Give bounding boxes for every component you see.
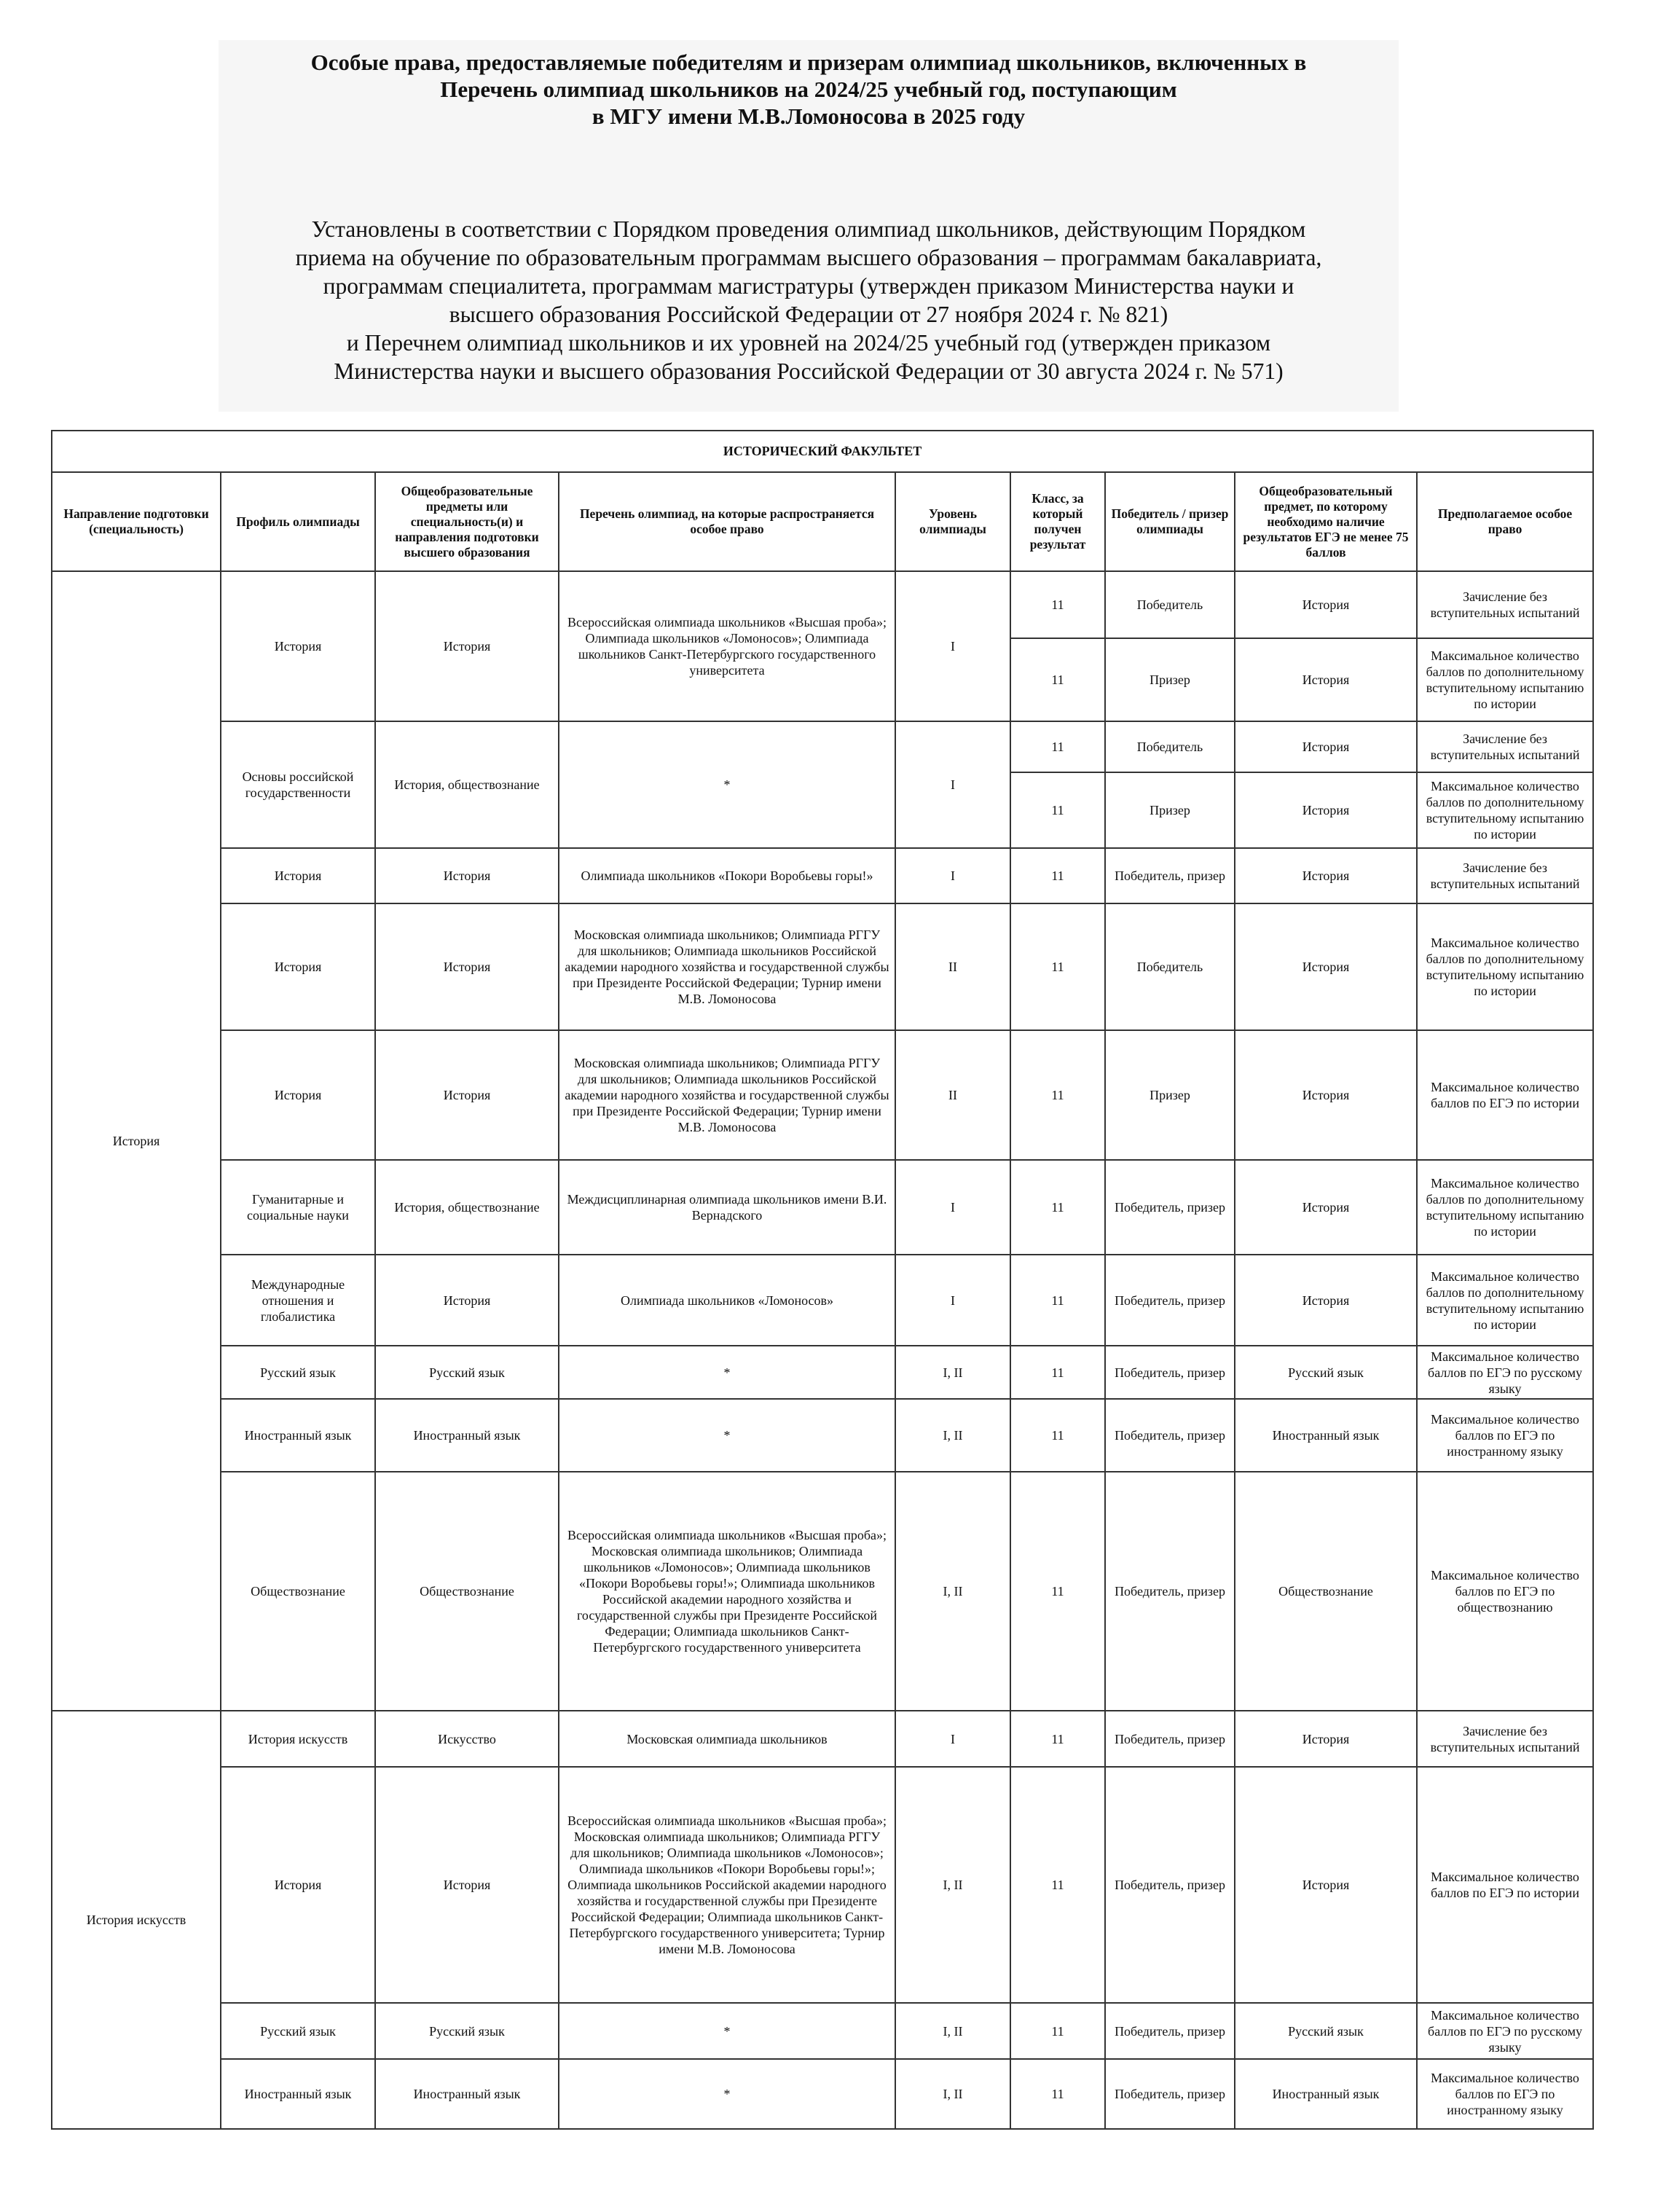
grade-cell: 11 <box>1010 1255 1105 1346</box>
status-cell: Победитель, призер <box>1105 1255 1235 1346</box>
special-right-cell: Максимальное количество баллов по дополнительному вступительному испытанию по истории <box>1417 1255 1593 1346</box>
subjects-cell: История <box>375 1255 559 1346</box>
special-right-cell: Зачисление без вступительных испытаний <box>1417 571 1593 638</box>
olympiads-cell: Московская олимпиада школьников; Олимпиада РГГУ для школьников; Олимпиада школьников Российской академии народного хозяйства и государственной службы при Президенте Российской Федерации; Турнир имени М.В. Ломоносова <box>559 1030 895 1160</box>
special-right-cell: Максимальное количество баллов по ЕГЭ по русскому языку <box>1417 2003 1593 2059</box>
status-cell: Победитель, призер <box>1105 1711 1235 1767</box>
level-cell: I <box>895 571 1010 721</box>
profile-cell: Основы российской государственности <box>221 721 375 848</box>
grade-cell: 11 <box>1010 903 1105 1030</box>
grade-cell: 11 <box>1010 1346 1105 1399</box>
subjects-cell: Искусство <box>375 1711 559 1767</box>
status-cell: Победитель <box>1105 721 1235 772</box>
column-header: Класс, за который получен результат <box>1010 472 1105 571</box>
ege-subject-cell: История <box>1235 772 1417 848</box>
status-cell: Победитель, призер <box>1105 1472 1235 1711</box>
level-cell: I <box>895 1711 1010 1767</box>
special-rights-table <box>51 430 1594 2130</box>
grade-cell: 11 <box>1010 772 1105 848</box>
ege-subject-cell: История <box>1235 1711 1417 1767</box>
ege-subject-cell: История <box>1235 1255 1417 1346</box>
table-row <box>52 571 1593 638</box>
olympiads-cell: Олимпиада школьников «Ломоносов» <box>559 1255 895 1346</box>
column-header: Победитель / призер олимпиады <box>1105 472 1235 571</box>
ege-subject-cell: Иностранный язык <box>1235 1399 1417 1472</box>
level-cell: I <box>895 848 1010 903</box>
subjects-cell: Русский язык <box>375 2003 559 2059</box>
olympiads-cell: Междисциплинарная олимпиада школьников имени В.И. Вернадского <box>559 1160 895 1255</box>
grade-cell: 11 <box>1010 1160 1105 1255</box>
level-cell: I, II <box>895 2059 1010 2129</box>
level-cell: II <box>895 1030 1010 1160</box>
table-row <box>52 1030 1593 1160</box>
subjects-cell: История <box>375 1767 559 2003</box>
status-cell: Победитель, призер <box>1105 1346 1235 1399</box>
olympiads-cell: Московская олимпиада школьников; Олимпиада РГГУ для школьников; Олимпиада школьников Российской академии народного хозяйства и государственной службы при Президенте Российской Федерации; Турнир имени М.В. Ломоносова <box>559 903 895 1030</box>
ege-subject-cell: Русский язык <box>1235 1346 1417 1399</box>
status-cell: Призер <box>1105 772 1235 848</box>
title-line: Перечень олимпиад школьников на 2024/25 учебный год, поступающим <box>440 77 1177 102</box>
column-header: Общеобразовательный предмет, по которому необходимо наличие результатов ЕГЭ не менее 75 баллов <box>1235 472 1417 571</box>
ege-subject-cell: Обществознание <box>1235 1472 1417 1711</box>
ege-subject-cell: История <box>1235 638 1417 721</box>
level-cell: I, II <box>895 1399 1010 1472</box>
level-cell: I, II <box>895 1346 1010 1399</box>
status-cell: Победитель <box>1105 571 1235 638</box>
ege-subject-cell: История <box>1235 571 1417 638</box>
status-cell: Победитель, призер <box>1105 2059 1235 2129</box>
olympiads-cell: * <box>559 721 895 848</box>
subjects-cell: Иностранный язык <box>375 1399 559 1472</box>
special-right-cell: Зачисление без вступительных испытаний <box>1417 1711 1593 1767</box>
level-cell: I, II <box>895 2003 1010 2059</box>
table-row <box>52 848 1593 903</box>
subjects-cell: История <box>375 848 559 903</box>
subtitle-line: Установлены в соответствии с Порядком проведения олимпиад школьников, действующим Порядком <box>311 216 1306 242</box>
grade-cell: 11 <box>1010 571 1105 638</box>
profile-cell: История <box>221 848 375 903</box>
ege-subject-cell: История <box>1235 1160 1417 1255</box>
table-row <box>52 2003 1593 2059</box>
grade-cell: 11 <box>1010 721 1105 772</box>
table-row <box>52 2059 1593 2129</box>
olympiads-cell: Московская олимпиада школьников <box>559 1711 895 1767</box>
profile-cell: История искусств <box>221 1711 375 1767</box>
special-right-cell: Зачисление без вступительных испытаний <box>1417 721 1593 772</box>
grade-cell: 11 <box>1010 638 1105 721</box>
subtitle-line: приема на обучение по образовательным программам высшего образования – программам бакалавриата, <box>295 245 1322 270</box>
column-header: Направление подготовки (специальность) <box>52 472 221 571</box>
table-row <box>52 1255 1593 1346</box>
table-row <box>52 1160 1593 1255</box>
status-cell: Победитель, призер <box>1105 848 1235 903</box>
grade-cell: 11 <box>1010 1767 1105 2003</box>
grade-cell: 11 <box>1010 1030 1105 1160</box>
olympiads-cell: * <box>559 2003 895 2059</box>
olympiads-cell: * <box>559 1399 895 1472</box>
ege-subject-cell: История <box>1235 903 1417 1030</box>
table-row <box>52 1346 1593 1399</box>
table-row <box>52 903 1593 1030</box>
subjects-cell: История, обществознание <box>375 721 559 848</box>
column-header-row <box>52 472 1593 571</box>
faculty-row <box>52 431 1593 472</box>
grade-cell: 11 <box>1010 1399 1105 1472</box>
status-cell: Победитель, призер <box>1105 1399 1235 1472</box>
column-header: Перечень олимпиад, на которые распространяется особое право <box>559 472 895 571</box>
level-cell: II <box>895 903 1010 1030</box>
faculty-title: ИСТОРИЧЕСКИЙ ФАКУЛЬТЕТ <box>52 431 1593 472</box>
column-header: Общеобразовательные предметы или специальность(и) и направления подготовки высшего образования <box>375 472 559 571</box>
table-row <box>52 1472 1593 1711</box>
status-cell: Призер <box>1105 1030 1235 1160</box>
title-line: в МГУ имени М.В.Ломоносова в 2025 году <box>592 103 1026 129</box>
ege-subject-cell: История <box>1235 1030 1417 1160</box>
level-cell: I <box>895 721 1010 848</box>
subjects-cell: Иностранный язык <box>375 2059 559 2129</box>
direction-cell: История <box>52 571 221 1711</box>
special-right-cell: Максимальное количество баллов по дополнительному вступительному испытанию по истории <box>1417 638 1593 721</box>
grade-cell: 11 <box>1010 1472 1105 1711</box>
subtitle-line: Министерства науки и высшего образования Российской Федерации от 30 августа 2024 г. № 571) <box>334 358 1284 384</box>
level-cell: I <box>895 1160 1010 1255</box>
status-cell: Победитель, призер <box>1105 2003 1235 2059</box>
olympiads-cell: Всероссийская олимпиада школьников «Высшая проба»; Московская олимпиада школьников; Олимпиада РГГУ для школьников; Олимпиада школьников «Ломоносов»; Олимпиада школьников «Покори Воробьевы горы!»; Олимпиада школьников Российской академии народного хозяйства и государственной службы при Президенте Российской Федерации; Олимпиада школьников Санкт-Петербургского государственного университета; Турнир имени М.В. Ломоносова <box>559 1767 895 2003</box>
special-right-cell: Максимальное количество баллов по дополнительному вступительному испытанию по истории <box>1417 903 1593 1030</box>
grade-cell: 11 <box>1010 2059 1105 2129</box>
table-row <box>52 1767 1593 2003</box>
profile-cell: История <box>221 1030 375 1160</box>
column-header: Профиль олимпиады <box>221 472 375 571</box>
document-title <box>219 49 1399 130</box>
status-cell: Победитель, призер <box>1105 1160 1235 1255</box>
subjects-cell: История, обществознание <box>375 1160 559 1255</box>
special-right-cell: Максимальное количество баллов по ЕГЭ по обществознанию <box>1417 1472 1593 1711</box>
special-right-cell: Максимальное количество баллов по ЕГЭ по истории <box>1417 1767 1593 2003</box>
profile-cell: История <box>221 571 375 721</box>
status-cell: Победитель <box>1105 903 1235 1030</box>
olympiads-cell: Олимпиада школьников «Покори Воробьевы горы!» <box>559 848 895 903</box>
profile-cell: Иностранный язык <box>221 1399 375 1472</box>
status-cell: Призер <box>1105 638 1235 721</box>
special-right-cell: Максимальное количество баллов по ЕГЭ по истории <box>1417 1030 1593 1160</box>
direction-cell: История искусств <box>52 1711 221 2129</box>
level-cell: I, II <box>895 1767 1010 2003</box>
olympiads-cell: * <box>559 2059 895 2129</box>
olympiads-cell: * <box>559 1346 895 1399</box>
column-header: Уровень олимпиады <box>895 472 1010 571</box>
table-row <box>52 1399 1593 1472</box>
ege-subject-cell: Иностранный язык <box>1235 2059 1417 2129</box>
special-right-cell: Зачисление без вступительных испытаний <box>1417 848 1593 903</box>
column-header: Предполагаемое особое право <box>1417 472 1593 571</box>
special-right-cell: Максимальное количество баллов по ЕГЭ по иностранному языку <box>1417 2059 1593 2129</box>
title-line: Особые права, предоставляемые победителям и призерам олимпиад школьников, включенных в <box>310 50 1307 75</box>
profile-cell: Русский язык <box>221 2003 375 2059</box>
special-right-cell: Максимальное количество баллов по ЕГЭ по русскому языку <box>1417 1346 1593 1399</box>
subtitle-line: высшего образования Российской Федерации от 27 ноября 2024 г. № 821) <box>449 302 1168 327</box>
subjects-cell: История <box>375 1030 559 1160</box>
subjects-cell: История <box>375 571 559 721</box>
special-right-cell: Максимальное количество баллов по дополнительному вступительному испытанию по истории <box>1417 772 1593 848</box>
profile-cell: Международные отношения и глобалистика <box>221 1255 375 1346</box>
status-cell: Победитель, призер <box>1105 1767 1235 2003</box>
profile-cell: История <box>221 903 375 1030</box>
olympiads-cell: Всероссийская олимпиада школьников «Высшая проба»; Олимпиада школьников «Ломоносов»; Олимпиада школьников Санкт-Петербургского государственного университета <box>559 571 895 721</box>
subjects-cell: Русский язык <box>375 1346 559 1399</box>
subtitle-line: программам специалитета, программам магистратуры (утвержден приказом Министерства науки и <box>323 273 1294 299</box>
profile-cell: Русский язык <box>221 1346 375 1399</box>
table-row <box>52 1711 1593 1767</box>
document-header <box>219 40 1399 412</box>
profile-cell: Иностранный язык <box>221 2059 375 2129</box>
level-cell: I <box>895 1255 1010 1346</box>
table-row <box>52 721 1593 772</box>
subjects-cell: История <box>375 903 559 1030</box>
document-subtitle <box>219 215 1399 385</box>
ege-subject-cell: История <box>1235 848 1417 903</box>
subtitle-line: и Перечнем олимпиад школьников и их уровней на 2024/25 учебный год (утвержден приказом <box>346 330 1271 356</box>
special-right-cell: Максимальное количество баллов по дополнительному вступительному испытанию по истории <box>1417 1160 1593 1255</box>
ege-subject-cell: История <box>1235 1767 1417 2003</box>
ege-subject-cell: Русский язык <box>1235 2003 1417 2059</box>
profile-cell: История <box>221 1767 375 2003</box>
profile-cell: Обществознание <box>221 1472 375 1711</box>
profile-cell: Гуманитарные и социальные науки <box>221 1160 375 1255</box>
special-right-cell: Максимальное количество баллов по ЕГЭ по иностранному языку <box>1417 1399 1593 1472</box>
grade-cell: 11 <box>1010 848 1105 903</box>
grade-cell: 11 <box>1010 2003 1105 2059</box>
olympiads-cell: Всероссийская олимпиада школьников «Высшая проба»; Московская олимпиада школьников; Олимпиада школьников «Ломоносов»; Олимпиада школьников «Покори Воробьевы горы!»; Олимпиада школьников Российской академии народного хозяйства и государственной службы при Президенте Российской Федерации; Олимпиада школьников Санкт-Петербургского государственного университета <box>559 1472 895 1711</box>
level-cell: I, II <box>895 1472 1010 1711</box>
ege-subject-cell: История <box>1235 721 1417 772</box>
subjects-cell: Обществознание <box>375 1472 559 1711</box>
grade-cell: 11 <box>1010 1711 1105 1767</box>
